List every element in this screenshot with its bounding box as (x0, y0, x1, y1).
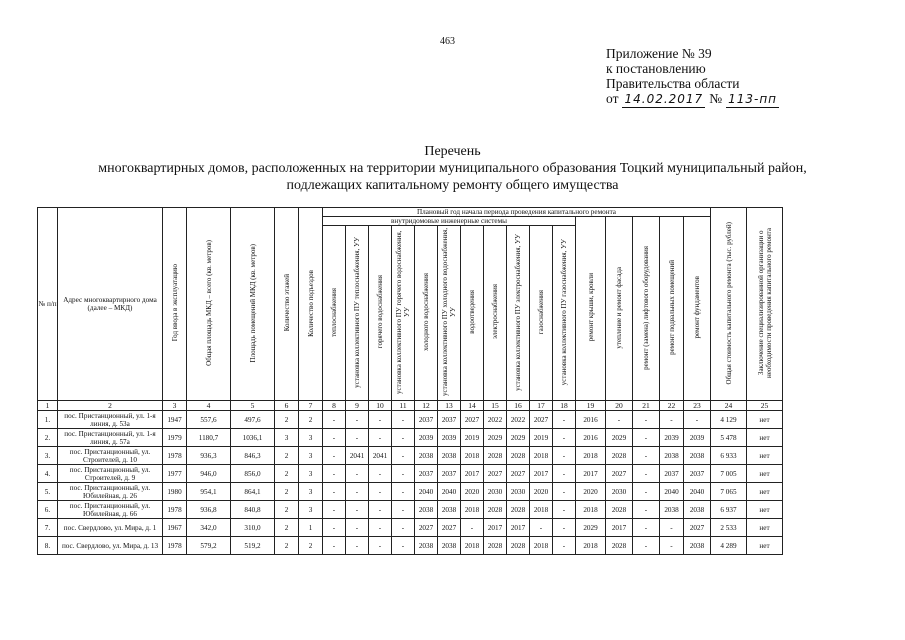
table-cell: 2 (275, 447, 299, 465)
table-cell: 2040 (438, 483, 461, 501)
row-number: 4. (38, 465, 58, 483)
table-cell: 2029 (507, 429, 530, 447)
column-number: 22 (660, 401, 684, 411)
table-row (38, 429, 783, 447)
table-cell: 2028 (484, 537, 507, 555)
row-number: 6. (38, 501, 58, 519)
header-year-built: Год ввода в эксплуатацию (163, 208, 187, 401)
table-cell: 946,0 (187, 465, 231, 483)
table-cell: 2018 (576, 537, 606, 555)
header-premises-area: Площадь помещений МКД (кв. метров) (231, 208, 275, 401)
header-engineering-col: установка коллективного ПУ холодного водоснабжения, УУ (438, 226, 461, 401)
table-cell: 2 (275, 501, 299, 519)
table-cell: 3 (275, 429, 299, 447)
column-number: 12 (415, 401, 438, 411)
table-row (38, 501, 783, 519)
header-engineering-col: теплоснабжения (323, 226, 346, 401)
header-lift: ремонт (замена) лифтового оборудования (633, 217, 660, 401)
table-cell: 2027 (530, 411, 553, 429)
table-cell: 2020 (530, 483, 553, 501)
table-cell: 2037 (438, 411, 461, 429)
row-number: 1. (38, 411, 58, 429)
header-address: Адрес многоквартирного дома (далее – МКД) (58, 208, 163, 401)
table-cell: 2037 (660, 465, 684, 483)
title-line-1: Перечень (424, 144, 481, 159)
table-cell: 2040 (684, 483, 711, 501)
column-number-row (38, 401, 783, 411)
table-cell: - (392, 465, 415, 483)
header-engineering-col: установка коллективного ПУ горячего водоснабжения, УУ (392, 226, 415, 401)
column-number: 4 (187, 401, 231, 411)
table-cell: нет (747, 501, 783, 519)
table-cell: 846,3 (231, 447, 275, 465)
table-cell: - (553, 483, 576, 501)
table-cell: - (461, 519, 484, 537)
table-cell: 2019 (461, 429, 484, 447)
table-cell: 310,0 (231, 519, 275, 537)
table-cell: 936,3 (187, 447, 231, 465)
column-number: 20 (606, 401, 633, 411)
table-cell: - (553, 411, 576, 429)
table-cell: 2 533 (711, 519, 747, 537)
table-cell: - (633, 465, 660, 483)
table-cell: 2016 (576, 411, 606, 429)
column-number: 10 (369, 401, 392, 411)
table-cell: 2017 (576, 465, 606, 483)
table-cell: 2017 (484, 519, 507, 537)
table-cell: 2022 (484, 411, 507, 429)
header-engineering-col: электроснабжения (484, 226, 507, 401)
table-cell: - (553, 519, 576, 537)
appendix-line-3: Правительства области (606, 76, 740, 91)
address-cell: пос. Пристанционный, ул. Юбилейная, д. 66 (58, 501, 163, 519)
table-cell: 2018 (461, 537, 484, 555)
table-row (38, 447, 783, 465)
table-cell: нет (747, 429, 783, 447)
table-cell: 7 005 (711, 465, 747, 483)
table-cell: 2027 (684, 519, 711, 537)
table-cell: 6 937 (711, 501, 747, 519)
header-engineering-col: газоснабжения (530, 226, 553, 401)
table-cell: 1947 (163, 411, 187, 429)
table-cell: 2038 (415, 447, 438, 465)
table-cell: - (369, 465, 392, 483)
table-cell: - (369, 519, 392, 537)
table-cell: 2018 (461, 447, 484, 465)
appendix-line-1: Приложение № 39 (606, 46, 712, 61)
table-cell: 2017 (530, 465, 553, 483)
table-cell: 5 478 (711, 429, 747, 447)
table-cell: 1977 (163, 465, 187, 483)
table-row (38, 537, 783, 555)
column-number: 21 (633, 401, 660, 411)
table-cell: 2 (275, 411, 299, 429)
column-number: 8 (323, 401, 346, 411)
title-line-2: многоквартирных домов, расположенных на территории муниципального образования Тоцкий муниципальный район, (98, 161, 807, 176)
table-cell: - (392, 537, 415, 555)
header-facade: утепление и ремонт фасада (606, 217, 633, 401)
header-entrances: Количество подъездов (299, 208, 323, 401)
table-cell: - (392, 447, 415, 465)
table-cell: 2039 (438, 429, 461, 447)
table-cell: 2017 (461, 465, 484, 483)
row-number: 5. (38, 483, 58, 501)
table-row (38, 483, 783, 501)
table-cell: - (323, 501, 346, 519)
header-engineering-col: холодного водоснабжения (415, 226, 438, 401)
table-cell: 2027 (606, 465, 633, 483)
table-cell: - (346, 501, 369, 519)
table-cell: 2037 (684, 465, 711, 483)
appendix-line-2: к постановлению (606, 61, 706, 76)
table-cell: - (606, 411, 633, 429)
column-number: 19 (576, 401, 606, 411)
column-number: 15 (484, 401, 507, 411)
table-cell: 7 065 (711, 483, 747, 501)
address-cell: пос. Пристанционный, ул. Юбилейная, д. 26 (58, 483, 163, 501)
table-cell: нет (747, 483, 783, 501)
table-cell: 2019 (530, 429, 553, 447)
table-cell: 1980 (163, 483, 187, 501)
table-cell: 3 (299, 501, 323, 519)
table-cell: 3 (299, 429, 323, 447)
column-number: 24 (711, 401, 747, 411)
column-number: 7 (299, 401, 323, 411)
column-number: 16 (507, 401, 530, 411)
handwritten-number: 113-пп (728, 92, 778, 106)
table-cell: 2038 (415, 501, 438, 519)
table-cell: 954,1 (187, 483, 231, 501)
table-cell: 2039 (684, 429, 711, 447)
table-cell: 2029 (576, 519, 606, 537)
table-cell: 2028 (507, 501, 530, 519)
table-cell: 1036,1 (231, 429, 275, 447)
table-cell: 3 (299, 465, 323, 483)
handwritten-date: 14.02.2017 (624, 92, 704, 106)
table-cell: нет (747, 465, 783, 483)
table-cell: 2018 (576, 447, 606, 465)
table-cell: 2020 (576, 483, 606, 501)
table-cell: - (323, 429, 346, 447)
table-cell: - (369, 429, 392, 447)
table-cell: 3 (299, 483, 323, 501)
page-number: 463 (440, 36, 455, 47)
table-cell: 2022 (507, 411, 530, 429)
table-cell: 579,2 (187, 537, 231, 555)
header-floors: Количество этажей (275, 208, 299, 401)
table-cell: 2037 (415, 411, 438, 429)
table-cell: - (660, 537, 684, 555)
table-cell: - (553, 537, 576, 555)
table-cell: - (530, 519, 553, 537)
row-number: 3. (38, 447, 58, 465)
header-engineering-col: установка коллективного ПУ электроснабжения, УУ (507, 226, 530, 401)
table-cell: 2028 (507, 537, 530, 555)
document-title (60, 143, 845, 194)
table-cell: - (392, 483, 415, 501)
header-num: № п/п (38, 208, 58, 401)
table-cell: 1 (299, 519, 323, 537)
table-cell: 2018 (530, 447, 553, 465)
table-cell: - (633, 447, 660, 465)
title-line-3: подлежащих капитальному ремонту общего имущества (286, 178, 619, 193)
table-cell: 1978 (163, 501, 187, 519)
table-cell: 2028 (484, 447, 507, 465)
table-cell: 342,0 (187, 519, 231, 537)
table-cell: 2027 (438, 519, 461, 537)
column-number: 3 (163, 401, 187, 411)
table-cell: 1978 (163, 447, 187, 465)
table-cell: - (392, 429, 415, 447)
appendix-block (606, 46, 779, 108)
column-number: 2 (58, 401, 163, 411)
table-cell: нет (747, 537, 783, 555)
table-cell: 2029 (484, 429, 507, 447)
table-cell: - (553, 501, 576, 519)
table-cell: нет (747, 519, 783, 537)
table-cell: 2016 (576, 429, 606, 447)
table-cell: 1967 (163, 519, 187, 537)
table-cell: 2041 (369, 447, 392, 465)
address-cell: пос. Свердлово, ул. Мира, д. 13 (58, 537, 163, 555)
table-cell: 2038 (684, 501, 711, 519)
table-cell: 2030 (484, 483, 507, 501)
table-cell: - (392, 501, 415, 519)
table-cell: - (369, 483, 392, 501)
table-cell: - (346, 411, 369, 429)
table-cell: 2018 (530, 501, 553, 519)
table-cell: 2 (299, 537, 323, 555)
header-engineering-col: установка коллективного ПУ газоснабжения, УУ (553, 226, 576, 401)
table-body (38, 401, 783, 555)
table-cell: - (684, 411, 711, 429)
table-cell: - (323, 483, 346, 501)
header-engineering-col: горячего водоснабжения (369, 226, 392, 401)
table-cell: 2040 (415, 483, 438, 501)
table-cell: - (323, 519, 346, 537)
table-cell: - (346, 429, 369, 447)
table-cell: - (392, 519, 415, 537)
column-number: 5 (231, 401, 275, 411)
header-conclusion: Заключение специализированной организации о необходимости проведения капитального ремонта (747, 208, 783, 401)
column-number: 9 (346, 401, 369, 411)
table-cell: нет (747, 447, 783, 465)
column-number: 17 (530, 401, 553, 411)
header-total-area: Общая площадь МКД – всего (кв. метров) (187, 208, 231, 401)
address-cell: пос. Пристанционный, ул. Строителей, д. 10 (58, 447, 163, 465)
table-cell: 497,6 (231, 411, 275, 429)
header-plan-year: Плановый год начала периода проведения капитального ремонта (323, 208, 711, 217)
table-cell: 2 (275, 519, 299, 537)
column-number: 13 (438, 401, 461, 411)
table-cell: - (369, 411, 392, 429)
column-number: 18 (553, 401, 576, 411)
table-cell: 4 289 (711, 537, 747, 555)
column-number: 25 (747, 401, 783, 411)
repair-table (37, 207, 783, 555)
table-cell: 2028 (507, 447, 530, 465)
table-cell: 2037 (415, 465, 438, 483)
table-cell: 2037 (438, 465, 461, 483)
table-cell: 519,2 (231, 537, 275, 555)
table-cell: 2038 (438, 501, 461, 519)
table-cell: 2038 (684, 537, 711, 555)
column-number: 1 (38, 401, 58, 411)
table-cell: - (369, 537, 392, 555)
row-number: 2. (38, 429, 58, 447)
header-roof: ремонт крыши, кровли (576, 217, 606, 401)
address-cell: пос. Пристанционный, ул. 1-я линия, д. 53а (58, 411, 163, 429)
table-cell: 864,1 (231, 483, 275, 501)
column-number: 11 (392, 401, 415, 411)
table-cell: 2017 (606, 519, 633, 537)
table-cell: 2040 (660, 483, 684, 501)
column-number: 6 (275, 401, 299, 411)
table-cell: 2 (275, 537, 299, 555)
table-cell: 2038 (684, 447, 711, 465)
table-cell: 2017 (507, 519, 530, 537)
column-number: 23 (684, 401, 711, 411)
table-cell: 2018 (530, 537, 553, 555)
table-cell: нет (747, 411, 783, 429)
table-cell: - (553, 465, 576, 483)
table-cell: 1979 (163, 429, 187, 447)
column-number: 14 (461, 401, 484, 411)
table-cell: 2028 (606, 537, 633, 555)
table-cell: 2038 (438, 447, 461, 465)
address-cell: пос. Пристанционный, ул. Строителей, д. 9 (58, 465, 163, 483)
table-cell: 2027 (415, 519, 438, 537)
table-cell: - (392, 411, 415, 429)
table-cell: 2038 (660, 501, 684, 519)
table-cell: 2027 (461, 411, 484, 429)
table-cell: - (633, 429, 660, 447)
header-engineering: внутридомовые инженерные системы (323, 217, 576, 226)
appendix-date-line (606, 91, 779, 108)
table-cell: 2028 (484, 501, 507, 519)
table-cell: - (323, 465, 346, 483)
table-row (38, 411, 783, 429)
table-cell: 2038 (438, 537, 461, 555)
table-cell: - (633, 483, 660, 501)
table-cell: 6 933 (711, 447, 747, 465)
table-cell: 557,6 (187, 411, 231, 429)
row-number: 8. (38, 537, 58, 555)
table-cell: - (633, 501, 660, 519)
table-cell: 2041 (346, 447, 369, 465)
address-cell: пос. Пристанционный, ул. 1-я линия, д. 57а (58, 429, 163, 447)
table-cell: 2030 (606, 483, 633, 501)
table-cell: 2029 (606, 429, 633, 447)
table-row (38, 465, 783, 483)
table-cell: 2028 (606, 447, 633, 465)
table-cell: - (346, 465, 369, 483)
table-cell: 3 (299, 447, 323, 465)
table-cell: - (633, 537, 660, 555)
table-cell: 2018 (576, 501, 606, 519)
header-basement: ремонт подвальных помещений (660, 217, 684, 401)
table-cell: 2038 (660, 447, 684, 465)
date-prefix: от (606, 91, 619, 106)
table-cell: - (660, 519, 684, 537)
table-cell: - (346, 537, 369, 555)
table-cell: - (346, 483, 369, 501)
table-cell: 856,0 (231, 465, 275, 483)
table-cell: - (323, 411, 346, 429)
table-cell: 2027 (507, 465, 530, 483)
table-cell: 2030 (507, 483, 530, 501)
table-cell: - (323, 537, 346, 555)
table-cell: - (553, 429, 576, 447)
table-cell: - (553, 447, 576, 465)
row-number: 7. (38, 519, 58, 537)
table-cell: - (633, 519, 660, 537)
table-cell: 2039 (660, 429, 684, 447)
table-cell: - (633, 411, 660, 429)
table-cell: - (346, 519, 369, 537)
table-cell: 2 (299, 411, 323, 429)
table-cell: - (323, 447, 346, 465)
table-cell: 2038 (415, 537, 438, 555)
table-cell: 2 (275, 483, 299, 501)
address-cell: пос. Свердлово, ул. Мира, д. 1 (58, 519, 163, 537)
table-cell: 2039 (415, 429, 438, 447)
header-engineering-col: водоотведения (461, 226, 484, 401)
table-cell: 1180,7 (187, 429, 231, 447)
number-prefix: № (709, 91, 723, 106)
table-cell: 4 129 (711, 411, 747, 429)
header-foundation: ремонт фундаментов (684, 217, 711, 401)
table-cell: - (369, 501, 392, 519)
table-cell: 2018 (461, 501, 484, 519)
table-cell: 2027 (484, 465, 507, 483)
table-cell: 1978 (163, 537, 187, 555)
table-cell: 2 (275, 465, 299, 483)
table-cell: 840,8 (231, 501, 275, 519)
table-cell: 936,8 (187, 501, 231, 519)
header-cost: Общая стоимость капитального ремонта (тыс. рублей) (711, 208, 747, 401)
table-row (38, 519, 783, 537)
table-cell: 2020 (461, 483, 484, 501)
header-engineering-col: установка коллективного ПУ теплоснабжения, УУ (346, 226, 369, 401)
table-cell: 2028 (606, 501, 633, 519)
table-cell: - (660, 411, 684, 429)
